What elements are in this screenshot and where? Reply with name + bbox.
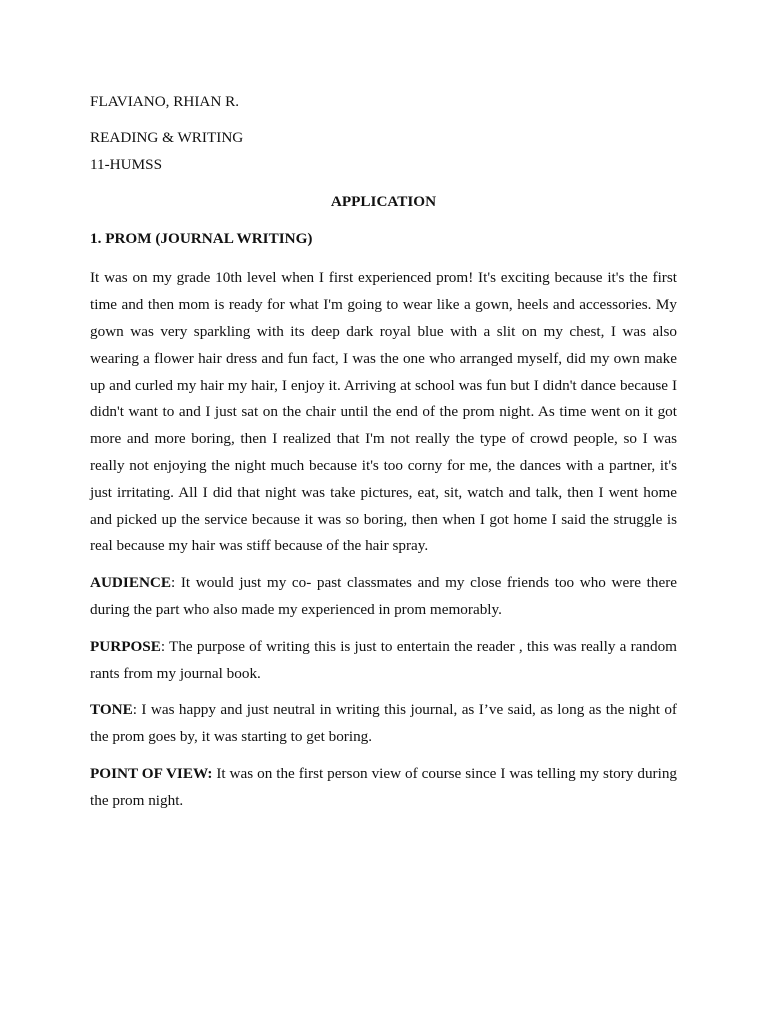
tone-paragraph: [90, 697, 677, 751]
section-line: 11-HUMSS: [90, 156, 163, 173]
audience-text: : It would just my co- past classmates and my close friends too who were there during the part who also made my experienced in prom memorably.: [90, 574, 677, 618]
subject-line: READING & WRITING: [90, 129, 244, 146]
point-of-view-paragraph: [90, 761, 677, 815]
document-title: APPLICATION: [330, 193, 437, 210]
purpose-paragraph: [90, 634, 677, 688]
purpose-text: : The purpose of writing this is just to entertain the reader , this was really a random rants from my journal book.: [90, 637, 677, 682]
purpose-label: PURPOSE: [90, 637, 161, 655]
student-name: FLAVIANO, RHIAN R.: [90, 93, 240, 110]
section-heading: 1. PROM (JOURNAL WRITING): [90, 230, 313, 248]
point-of-view-text: It was on the first person view of course since I was telling my story during the prom night.: [90, 764, 678, 809]
audience-paragraph: [90, 570, 677, 624]
document-page: [90, 91, 677, 815]
tone-label: TONE: [90, 701, 133, 719]
journal-paragraph: It was on my grade 10th level when I first experienced prom! It's exciting because it's the first time and then mom is ready for what I'm going to wear like a gown, heels and accessories. My gown was very sparkling with its deep dark royal blue with a slit on my chest, I was also wearing a flower hair dress and fun fact, I was the one who arranged myself, did my own make up and curled my hair my hair, I enjoy it. Arriving at school was fun but I didn't dance because I didn't want to and I just sat on the chair until the end of the prom night. As time went on it got more and more boring, then I realized that I'm not really the type of crowd people, so I was really not enjoying the night much because it's too corny for me, the dances with a partner, it's just irritating. All I did that night was take pictures, eat, sit, watch and talk, then I went home and picked up the service because it was so boring, then when I got home I said the struggle is real because my hair was stiff because of the hair spray.: [90, 269, 677, 555]
tone-text: : I was happy and just neutral in writing this journal, as I’ve said, as long as the night of the prom goes by, it was starting to get boring.: [90, 701, 677, 746]
point-of-view-label: POINT OF VIEW:: [90, 764, 213, 782]
audience-label: AUDIENCE: [90, 574, 172, 592]
